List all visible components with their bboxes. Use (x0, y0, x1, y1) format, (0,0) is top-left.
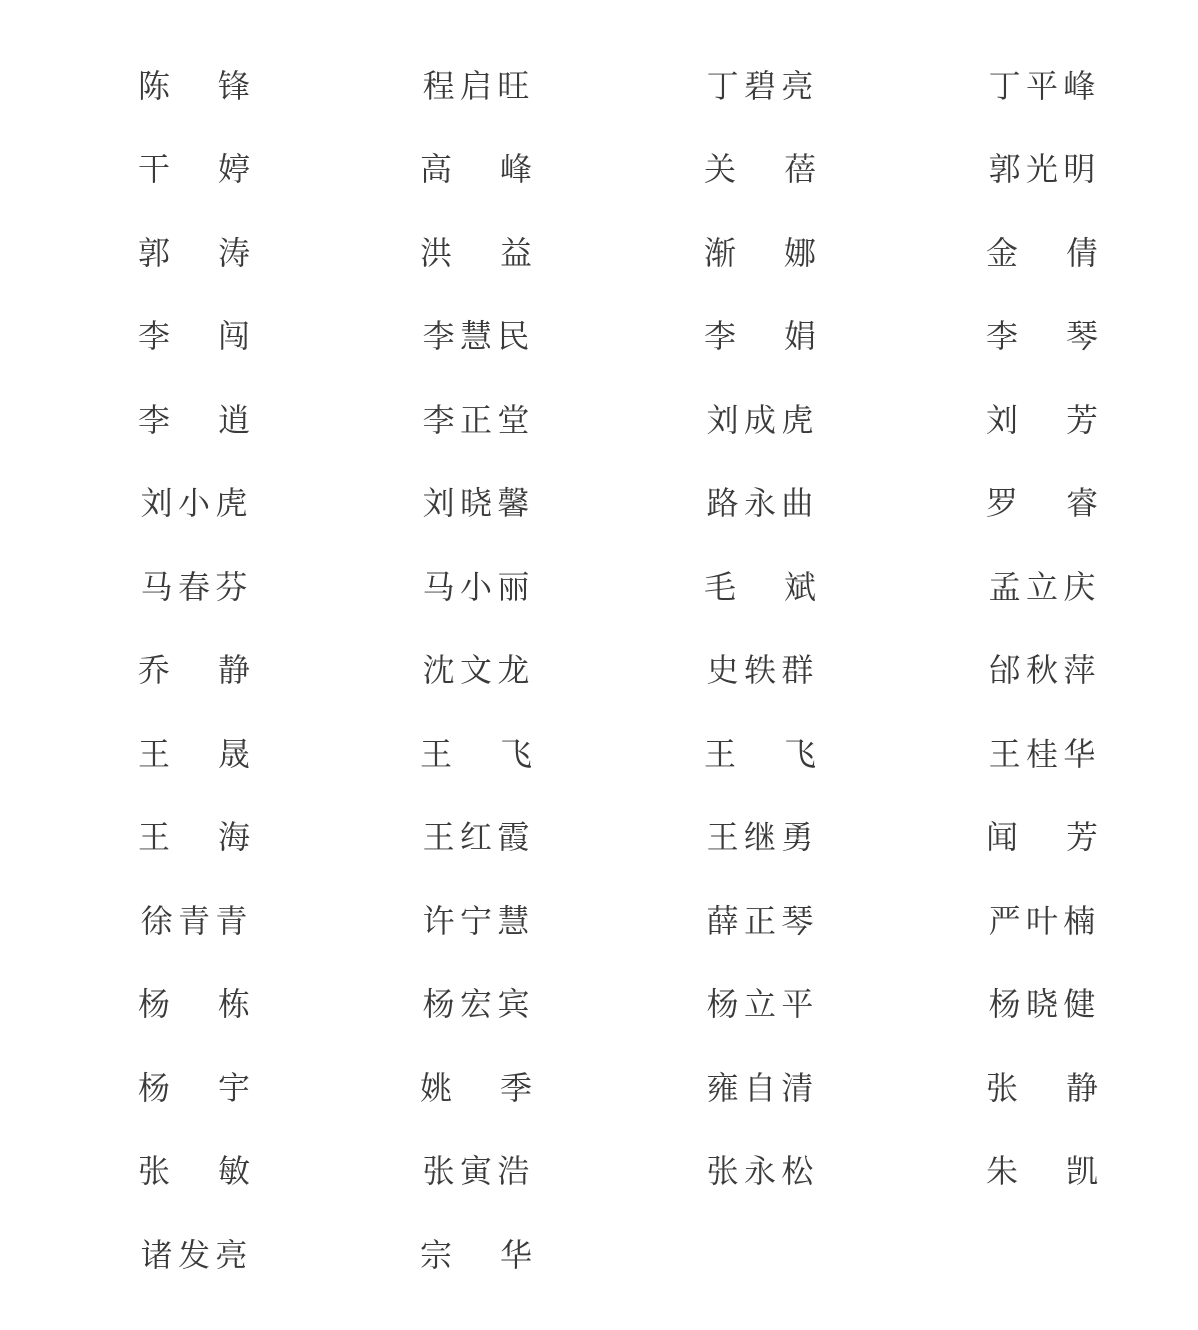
name-entry: 杨 立 平 (706, 985, 814, 1024)
name-entry: 张 永 松 (706, 1152, 814, 1191)
name-entry: 李 逍 (138, 400, 250, 439)
name-entry: 姚 季 (420, 1068, 532, 1107)
name-entry: 孟 立 庆 (988, 567, 1096, 606)
name-entry: 王 飞 (420, 734, 532, 773)
name-entry: 郭 光 明 (988, 150, 1096, 189)
name-entry: 许 宁 慧 (422, 901, 530, 940)
name-entry: 洪 益 (420, 233, 532, 272)
name-entry: 高 峰 (420, 150, 532, 189)
name-entry: 史 轶 群 (706, 651, 814, 690)
name-row (0, 44, 1198, 128)
name-row (0, 963, 1198, 1047)
name-row (0, 1213, 1198, 1297)
name-entry: 丁 碧 亮 (706, 66, 814, 105)
name-entry: 王 桂 华 (988, 734, 1096, 773)
name-entry: 刘 小 虎 (140, 484, 248, 523)
name-entry: 王 晟 (138, 734, 250, 773)
name-entry: 关 蓓 (704, 150, 816, 189)
name-entry: 杨 晓 健 (988, 985, 1096, 1024)
name-entry: 王 继 勇 (706, 818, 814, 857)
name-row (0, 879, 1198, 963)
name-row (0, 629, 1198, 713)
name-entry: 李 娟 (704, 317, 816, 356)
name-row (0, 1130, 1198, 1214)
name-entry: 金 倩 (986, 233, 1098, 272)
name-list (0, 44, 1198, 1297)
name-entry: 张 静 (986, 1068, 1098, 1107)
name-entry: 马 春 芬 (140, 567, 248, 606)
name-entry: 杨 栋 (138, 985, 250, 1024)
name-entry: 路 永 曲 (706, 484, 814, 523)
name-row (0, 1046, 1198, 1130)
name-entry: 刘 芳 (986, 400, 1098, 439)
name-entry: 毛 斌 (704, 567, 816, 606)
name-entry: 刘 晓 馨 (422, 484, 530, 523)
name-row (0, 295, 1198, 379)
name-entry: 雍 自 清 (706, 1068, 814, 1107)
name-entry: 邰 秋 萍 (988, 651, 1096, 690)
name-entry: 李 琴 (986, 317, 1098, 356)
name-row (0, 378, 1198, 462)
name-entry: 乔 静 (138, 651, 250, 690)
name-entry: 李 正 堂 (422, 400, 530, 439)
name-entry: 马 小 丽 (422, 567, 530, 606)
name-entry: 丁 平 峰 (988, 66, 1096, 105)
name-entry: 王 海 (138, 818, 250, 857)
name-entry: 郭 涛 (138, 233, 250, 272)
name-entry: 严 叶 楠 (988, 901, 1096, 940)
name-row (0, 712, 1198, 796)
name-row (0, 462, 1198, 546)
name-entry: 杨 宏 宾 (422, 985, 530, 1024)
name-entry: 杨 宇 (138, 1068, 250, 1107)
name-entry: 李 慧 民 (422, 317, 530, 356)
name-entry: 张 寅 浩 (422, 1152, 530, 1191)
name-entry: 陈 锋 (138, 66, 250, 105)
name-row (0, 211, 1198, 295)
name-entry: 程 启 旺 (422, 66, 530, 105)
name-entry: 宗 华 (420, 1235, 532, 1274)
name-row (0, 796, 1198, 880)
name-entry: 薛 正 琴 (706, 901, 814, 940)
name-entry: 王 飞 (704, 734, 816, 773)
name-entry: 李 闯 (138, 317, 250, 356)
name-entry: 渐 娜 (704, 233, 816, 272)
name-entry: 干 婷 (138, 150, 250, 189)
name-entry: 徐 青 青 (140, 901, 248, 940)
name-entry: 闻 芳 (986, 818, 1098, 857)
name-entry: 沈 文 龙 (422, 651, 530, 690)
name-entry: 诸 发 亮 (140, 1235, 248, 1274)
name-entry: 罗 睿 (986, 484, 1098, 523)
name-entry: 张 敏 (138, 1152, 250, 1191)
name-entry: 刘 成 虎 (706, 400, 814, 439)
name-entry: 朱 凯 (986, 1152, 1098, 1191)
name-row (0, 545, 1198, 629)
name-row (0, 128, 1198, 212)
name-entry: 王 红 霞 (422, 818, 530, 857)
